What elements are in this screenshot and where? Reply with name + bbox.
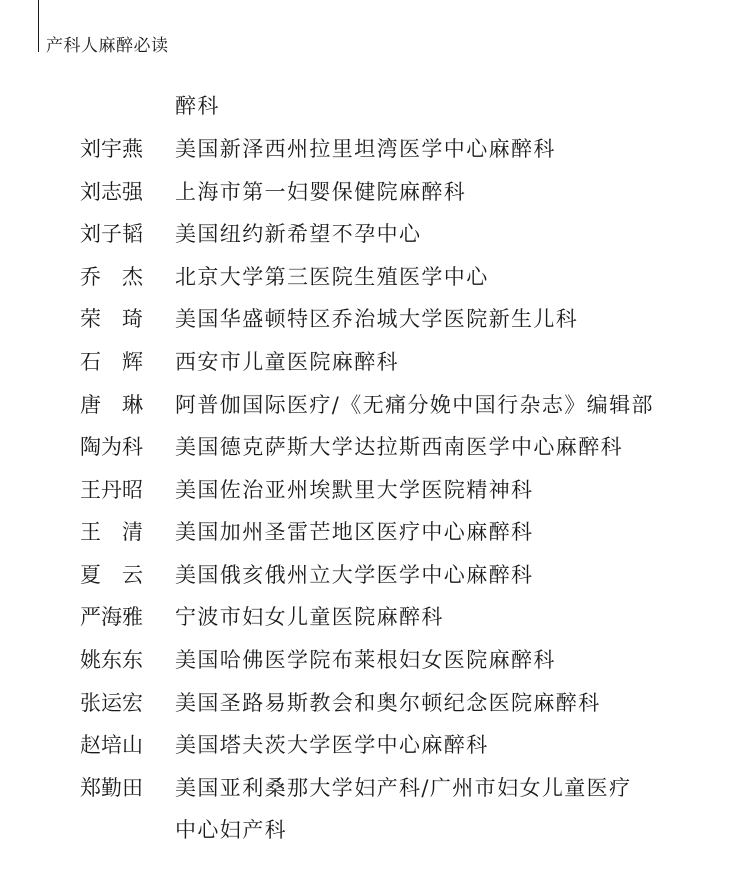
contributor-affiliation: 美国亚利桑那大学妇产科/广州市妇女儿童医疗: [175, 776, 632, 800]
contributor-name: 刘志强: [80, 180, 143, 204]
list-item: [0, 517, 730, 547]
list-item: [0, 730, 730, 760]
contributor-name: 姚东东: [80, 648, 143, 672]
contributor-affiliation: 美国加州圣雷芒地区医疗中心麻醉科: [175, 520, 534, 544]
contributor-affiliation: 美国德克萨斯大学达拉斯西南医学中心麻醉科: [175, 435, 623, 459]
contributor-name: 陶为科: [80, 435, 143, 459]
contributor-affiliation: 宁波市妇女儿童医院麻醉科: [175, 605, 444, 629]
contributor-affiliation: 美国塔夫茨大学医学中心麻醉科: [175, 733, 489, 757]
list-item: [0, 432, 730, 462]
list-item: [0, 773, 730, 803]
list-item: [0, 304, 730, 334]
contributor-name: 荣 琦: [80, 307, 143, 331]
contributor-affiliation: 上海市第一妇婴保健院麻醉科: [175, 180, 467, 204]
list-item: [0, 219, 730, 249]
contributor-affiliation: 阿普伽国际医疗/《无痛分娩中国行杂志》编辑部: [175, 393, 654, 417]
contributor-affiliation: 美国新泽西州拉里坦湾医学中心麻醉科: [175, 137, 556, 161]
list-item: [0, 262, 730, 292]
list-item: [0, 347, 730, 377]
list-item: [0, 602, 730, 632]
contributor-affiliation: 美国圣路易斯教会和奥尔顿纪念医院麻醉科: [175, 691, 601, 715]
list-item: [0, 560, 730, 590]
list-item: [0, 815, 730, 845]
list-item: [0, 91, 730, 121]
running-header-title: 产科人麻醉必读: [46, 36, 169, 56]
contributor-name: 王 清: [80, 520, 143, 544]
contributor-affiliation: 美国纽约新希望不孕中心: [175, 222, 422, 246]
contributor-name: 唐 琳: [80, 393, 143, 417]
contributor-affiliation: 中心妇产科: [175, 818, 287, 842]
contributor-affiliation: 美国俄亥俄州立大学医学中心麻醉科: [175, 563, 534, 587]
contributor-name: 乔 杰: [80, 265, 143, 289]
list-item: [0, 645, 730, 675]
contributor-name: 夏 云: [80, 563, 143, 587]
contributor-affiliation: 西安市儿童医院麻醉科: [175, 350, 399, 374]
contributor-name: 赵培山: [80, 733, 143, 757]
contributor-affiliation: 美国佐治亚州埃默里大学医院精神科: [175, 478, 534, 502]
contributor-name: 石 辉: [80, 350, 143, 374]
list-item: [0, 177, 730, 207]
contributor-name: 张运宏: [80, 691, 143, 715]
contributor-affiliation: 美国哈佛医学院布莱根妇女医院麻醉科: [175, 648, 556, 672]
list-item: [0, 475, 730, 505]
contributor-name: 刘宇燕: [80, 137, 143, 161]
contributor-affiliation: 北京大学第三医院生殖医学中心: [175, 265, 489, 289]
contributor-name: 王丹昭: [80, 478, 143, 502]
header-rule: [38, 0, 39, 52]
contributor-name: 严海雅: [80, 605, 143, 629]
list-item: [0, 134, 730, 164]
contributor-affiliation: 美国华盛顿特区乔治城大学医院新生儿科: [175, 307, 579, 331]
contributor-affiliation: 醉科: [175, 94, 220, 118]
contributor-name: 刘子韬: [80, 222, 143, 246]
list-item: [0, 390, 730, 420]
contributor-name: 郑勤田: [80, 776, 143, 800]
list-item: [0, 688, 730, 718]
